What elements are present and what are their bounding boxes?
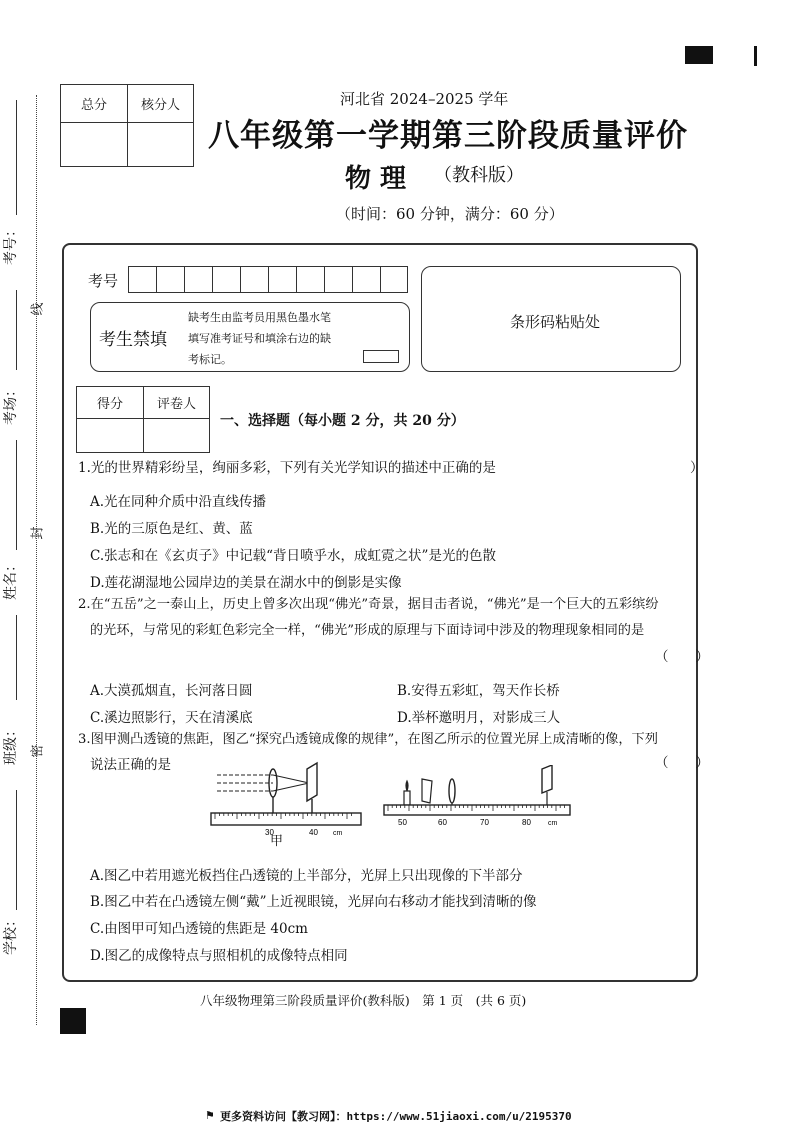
q1-option-c[interactable]: C.张志和在《玄贞子》中记载“背日喷乎水，成虹霓之状”是光的色散 xyxy=(90,548,496,564)
q3-option-c[interactable]: C.由图甲可知凸透镜的焦距是 40cm xyxy=(90,921,308,937)
tick-60: 60 xyxy=(438,818,447,827)
screen-jia xyxy=(307,763,317,801)
line-marker: 线 xyxy=(30,302,46,316)
resource-link[interactable]: 更多资料访问【教习网】：https://www.51jiaoxi.com/u/2195370 xyxy=(220,1110,572,1123)
barcode-area xyxy=(421,266,681,372)
q1-stem: 1.光的世界精彩纷呈，绚丽多彩，下列有关光学知识的描述中正确的是 xyxy=(78,460,496,476)
page-footer: 八年级物理第三阶段质量评价(教科版) 第 1 页 (共 6 页) xyxy=(200,993,527,1008)
q1-bracket: ） xyxy=(690,460,704,476)
edition-label: （教科版） xyxy=(434,165,524,186)
section-score-cell[interactable] xyxy=(77,419,144,453)
tick-30: 30 xyxy=(265,828,274,837)
exam-number-grid[interactable] xyxy=(128,266,408,293)
forbidden-note-line3: 考标记。 xyxy=(188,353,232,366)
tick-unit-yi: cm xyxy=(548,820,558,827)
total-score-header: 总分 xyxy=(61,85,128,123)
xingming-label: 姓名： xyxy=(3,558,19,600)
binding-dashed-line xyxy=(36,95,37,1025)
exam-number-label: 考号 xyxy=(88,272,119,290)
q3-option-a[interactable]: A.图乙中若用遮光板挡住凸透镜的上半部分，光屏上只出现像的下半部分 xyxy=(90,868,523,884)
q2-stem: 2.在“五岳”之一泰山上，历史上曾多次出现“佛光”奇景，据目击者说，“佛光”是一个巨大的五彩缤纷 xyxy=(78,597,659,612)
total-score-cell[interactable] xyxy=(61,123,128,167)
registration-mark-top-right xyxy=(685,46,713,64)
tick-50: 50 xyxy=(398,818,407,827)
converging-rays xyxy=(273,775,309,791)
q3-bracket: （ ） xyxy=(655,755,709,771)
candle xyxy=(404,781,410,805)
tick-70: 70 xyxy=(480,818,489,827)
convex-lens-yi xyxy=(449,779,455,803)
kaochang-label: 考场： xyxy=(3,383,19,425)
q1-option-d[interactable]: D.莲花湖湿地公园岸边的美景在湖水中的倒影是实像 xyxy=(90,575,402,591)
xuexiao-label: 学校： xyxy=(3,913,19,955)
subject-title: 物 理 xyxy=(345,164,407,194)
registration-mark-bottom-left xyxy=(60,1008,86,1034)
kaochang-fill-line xyxy=(16,290,17,370)
exam-title: 八年级第一学期第三阶段质量评价 xyxy=(208,118,688,154)
section-score-table xyxy=(76,386,210,453)
time-score-info: （时间：60 分钟，满分：60 分） xyxy=(336,205,564,223)
total-score-table xyxy=(60,84,194,167)
figure-jia-label: 甲 xyxy=(270,834,284,849)
optical-bench-yi xyxy=(384,805,570,815)
lens-holder-glass xyxy=(422,779,432,803)
examinee-forbidden-box xyxy=(90,302,410,372)
registration-mark-top-edge xyxy=(754,46,757,66)
section-score-header: 得分 xyxy=(77,387,144,419)
xuexiao-fill-line xyxy=(16,790,17,910)
grader-cell[interactable] xyxy=(144,419,210,453)
checker-header: 核分人 xyxy=(128,85,194,123)
q2-option-c[interactable]: C.溪边照影行，天在清溪底 xyxy=(90,710,253,726)
q3-stem: 3.图甲测凸透镜的焦距，图乙“探究凸透镜成像的规律”，在图乙所示的位置光屏上成清晰的像，下列 xyxy=(78,732,658,747)
figure-jia xyxy=(205,755,365,845)
mi-marker: 密 xyxy=(30,744,46,758)
province-year: 河北省 2024–2025 学年 xyxy=(340,90,509,108)
parallel-light-rays xyxy=(217,775,273,791)
tick-80: 80 xyxy=(522,818,531,827)
banji-label: 班级： xyxy=(3,723,19,765)
q1-option-b[interactable]: B.光的三原色是红、黄、蓝 xyxy=(90,521,253,537)
tick-40: 40 xyxy=(309,828,318,837)
banji-fill-line xyxy=(16,615,17,700)
forbidden-title: 考生禁填 xyxy=(99,330,167,350)
kaohao-label: 考号： xyxy=(3,223,19,265)
kaohao-fill-line xyxy=(16,100,17,215)
forbidden-note-line1: 缺考生由监考员用黑色墨水笔 xyxy=(188,311,331,324)
q2-option-a[interactable]: A.大漠孤烟直，长河落日圆 xyxy=(90,683,253,699)
figure-yi xyxy=(380,765,575,830)
barcode-label: 条形码粘贴处 xyxy=(510,313,601,331)
grader-header: 评卷人 xyxy=(144,387,210,419)
q3-option-b[interactable]: B.图乙中若在凸透镜左侧“戴”上近视眼镜，光屏向右移动才能找到清晰的像 xyxy=(90,894,537,910)
flag-icon: ⚑ xyxy=(205,1109,215,1122)
absent-mark-box[interactable] xyxy=(363,350,399,363)
checker-cell[interactable] xyxy=(128,123,194,167)
seal-marker: 封 xyxy=(30,526,46,540)
section1-title: 一、选择题（每小题 2 分，共 20 分） xyxy=(220,413,465,429)
xingming-fill-line xyxy=(16,440,17,550)
q2-option-b[interactable]: B.安得五彩虹，驾天作长桥 xyxy=(397,683,560,699)
q3-stem-line2: 说法正确的是 xyxy=(90,757,171,773)
tick-unit-jia: cm xyxy=(333,830,343,837)
q3-option-d[interactable]: D.图乙的成像特点与照相机的成像特点相同 xyxy=(90,948,348,964)
q2-option-d[interactable]: D.举杯邀明月，对影成三人 xyxy=(397,710,561,726)
q2-stem-line2: 的光环，与常见的彩虹色彩完全一样，“佛光”形成的原理与下面诗词中涉及的物理现象相同的是 xyxy=(90,623,645,638)
q2-bracket: （ ） xyxy=(655,649,709,665)
screen-yi xyxy=(542,765,552,793)
forbidden-note-line2: 填写准考证号和填涂右边的缺 xyxy=(188,332,331,345)
q1-option-a[interactable]: A.光在同种介质中沿直线传播 xyxy=(90,494,267,510)
